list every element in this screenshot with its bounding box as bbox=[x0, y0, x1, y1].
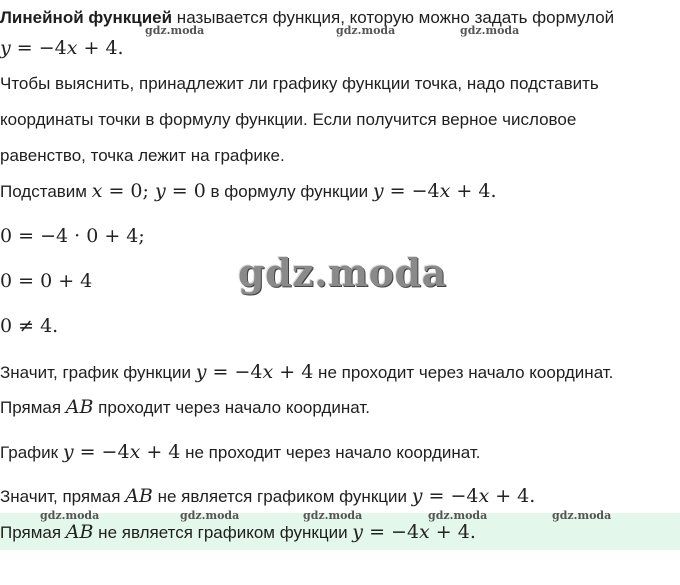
watermark-large: gdz.moda bbox=[238, 250, 447, 295]
line-conclusion-1: Значит, график функции y = −4x + 4 не проходит через начало координат. bbox=[0, 361, 614, 383]
equation-step-3: 0 ≠ 4. bbox=[0, 315, 59, 337]
equation-step-2: 0 = 0 + 4 bbox=[0, 270, 93, 292]
line-answer: Прямая AB не является графиком функции y = −4x + 4. bbox=[0, 521, 476, 543]
watermark-small: gdz.moda bbox=[303, 509, 363, 522]
line-graph-not-origin: График y = −4x + 4 не проходит через начало координат. bbox=[0, 441, 481, 463]
term-linear-function: Линейной функцией bbox=[0, 8, 173, 27]
watermark-small: gdz.moda bbox=[40, 509, 100, 522]
watermark-small: gdz.moda bbox=[460, 24, 520, 37]
line-definition: Линейной функцией называется функция, которую можно задать формулой bbox=[0, 8, 615, 27]
formula-main: y = −4x + 4. bbox=[0, 37, 124, 59]
watermark-small: gdz.moda bbox=[145, 24, 205, 37]
line-conclusion-2: Значит, прямая AB не является графиком функции y = −4x + 4. bbox=[0, 485, 536, 507]
watermark-small: gdz.moda bbox=[428, 509, 488, 522]
line-explanation-1: Чтобы выяснить, принадлежит ли графику функции точка, надо подставить bbox=[0, 74, 599, 93]
watermark-small: gdz.moda bbox=[552, 509, 612, 522]
line-explanation-3: равенство, точка лежит на графике. bbox=[0, 146, 285, 165]
watermark-small: gdz.moda bbox=[336, 24, 396, 37]
line-ab-origin: Прямая AB проходит через начало координат. bbox=[0, 396, 370, 418]
equation-step-1: 0 = −4 · 0 + 4; bbox=[0, 225, 145, 247]
watermark-small: gdz.moda bbox=[180, 509, 240, 522]
line-substitute: Подставим x = 0; y = 0 в формулу функции y = −4x + 4. bbox=[0, 180, 497, 202]
line-explanation-2: координаты точки в формулу функции. Если получится верное числовое bbox=[0, 110, 577, 129]
